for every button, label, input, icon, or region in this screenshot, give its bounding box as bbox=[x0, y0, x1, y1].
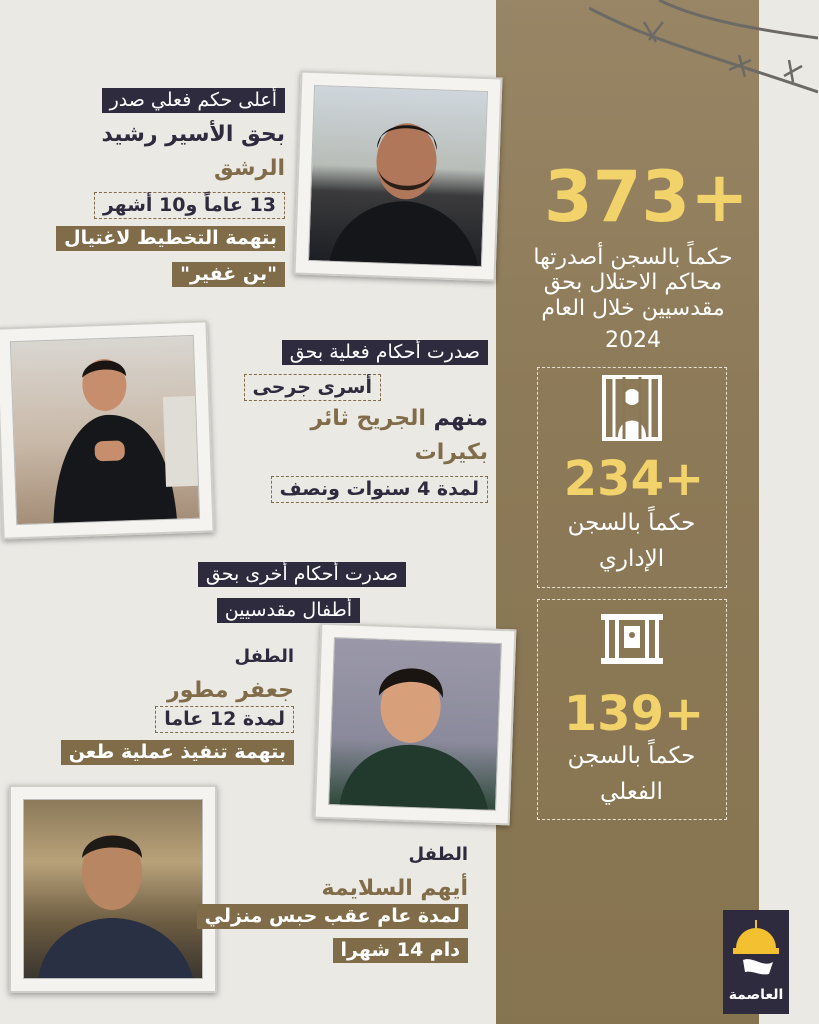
photo-jafar bbox=[329, 637, 503, 811]
brand-name: العاصمة bbox=[729, 987, 785, 1003]
case1-line6: "بن غفير" bbox=[173, 262, 286, 287]
actual-sentences-value: 139+ bbox=[564, 686, 706, 742]
photo-frame-rashid bbox=[295, 71, 504, 282]
barbed-wire bbox=[590, 0, 819, 100]
photo-frame-thaer bbox=[0, 320, 216, 539]
case3-line6: بتهمة تنفيذ عملية طعن bbox=[62, 740, 295, 765]
case2-line5: لمدة 4 سنوات ونصف bbox=[272, 476, 489, 503]
case4-line2: أيهم السلايمة bbox=[322, 876, 469, 901]
photo-thaer bbox=[11, 335, 201, 525]
actual-desc-2: الفعلي bbox=[601, 779, 664, 805]
photo-frame-jafar bbox=[315, 623, 518, 826]
admin-desc-1: حكماً بالسجن bbox=[568, 510, 697, 536]
prisoner-behind-bars-icon bbox=[603, 375, 663, 441]
case2-line3a: منهم bbox=[434, 406, 489, 431]
photo-frame-ayham bbox=[10, 785, 218, 993]
photo-rashid bbox=[309, 85, 489, 267]
case1-line5: بتهمة التخطيط لاغتيال bbox=[57, 226, 286, 251]
photo-ayham bbox=[24, 799, 204, 979]
dome-of-rock-logo bbox=[724, 910, 790, 980]
case2-line3 bbox=[311, 408, 489, 430]
case3-line5: لمدة 12 عاما bbox=[156, 706, 295, 733]
case3-line2: أطفال مقدسيين bbox=[218, 598, 361, 623]
total-sentences-desc: حكماً بالسجن أصدرتها محاكم الاحتلال بحق مقدسيين خلال العام bbox=[534, 245, 734, 321]
case2-line1: صدرت أحكام فعلية بحق bbox=[283, 340, 489, 365]
column-edge bbox=[760, 0, 819, 1024]
admin-desc-2: الإداري bbox=[599, 546, 666, 572]
case1-line4: 13 عاماً و10 أشهر bbox=[95, 192, 286, 219]
total-sentences-value: 373+ bbox=[545, 156, 750, 238]
case4-line1: الطفل bbox=[409, 844, 469, 865]
case3-line1: صدرت أحكام أخرى بحق bbox=[199, 562, 407, 587]
actual-desc-1: حكماً بالسجن bbox=[568, 743, 697, 769]
case1-line1: أعلى حكم فعلي صدر bbox=[103, 88, 286, 113]
locked-cell-icon bbox=[600, 608, 666, 668]
case3-line3: الطفل bbox=[235, 646, 295, 667]
admin-sentences-value: 234+ bbox=[564, 451, 706, 507]
case2-line2: أسرى جرحى bbox=[245, 374, 382, 401]
case2-line3b: الجريح ثائر bbox=[311, 406, 427, 431]
case4-line4: دام 14 شهرا bbox=[334, 938, 469, 963]
case4-line3: لمدة عام عقب حبس منزلي bbox=[198, 904, 469, 929]
brand-logo bbox=[724, 910, 790, 1014]
case3-line4: جعفر مطور bbox=[168, 678, 295, 703]
case1-line2: بحق الأسير رشيد bbox=[102, 122, 286, 147]
case2-line4: بكيرات bbox=[415, 440, 489, 465]
case1-line3: الرشق bbox=[215, 156, 286, 181]
total-sentences-year: 2024 bbox=[606, 328, 662, 353]
